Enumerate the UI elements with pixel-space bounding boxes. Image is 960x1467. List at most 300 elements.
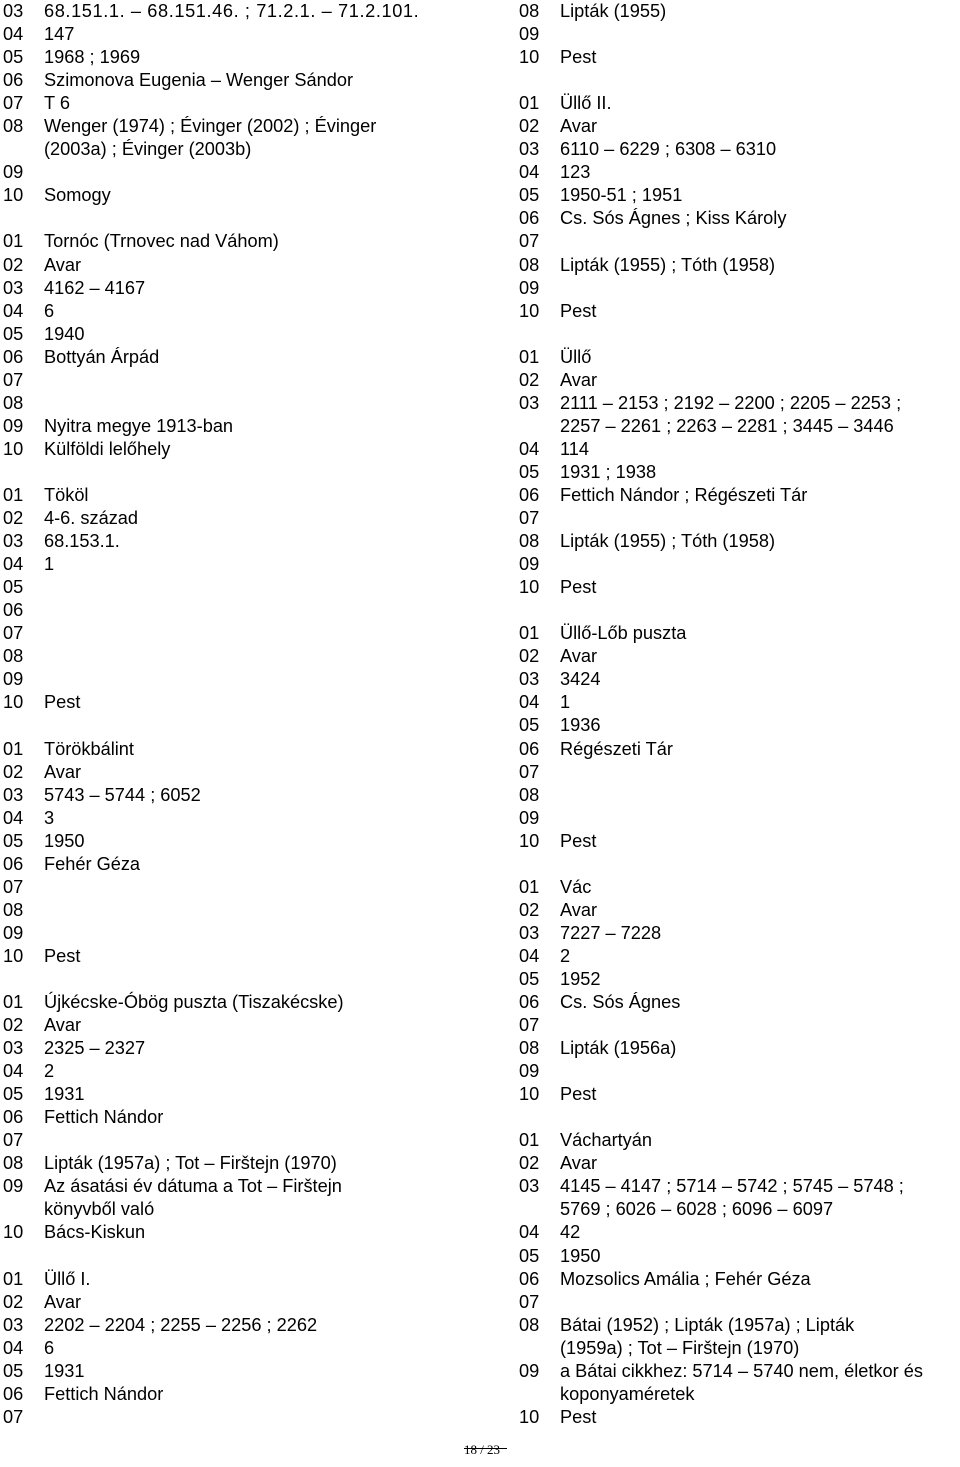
field-code: 07 [519, 508, 540, 529]
field-code: 05 [3, 577, 24, 598]
field-row [519, 23, 960, 46]
field-row [3, 899, 503, 922]
field-row [3, 1383, 503, 1406]
field-code: 07 [519, 1015, 540, 1036]
field-value: Avar [44, 254, 82, 275]
field-value: Lipták (1956a) [560, 1038, 677, 1059]
field-row [519, 945, 960, 968]
field-code: 01 [519, 93, 540, 114]
field-value: a Bátai cikkhez: 5714 – 5740 nem, életkor és koponyaméretek [560, 1360, 923, 1404]
field-row [519, 691, 960, 714]
field-code: 07 [3, 369, 24, 390]
field-row [3, 46, 503, 69]
field-row [3, 1152, 503, 1175]
field-code: 09 [3, 922, 24, 943]
field-code: 05 [3, 47, 24, 68]
field-code: 08 [3, 116, 24, 137]
field-row [519, 0, 960, 23]
field-code: 09 [3, 415, 24, 436]
field-code: 07 [3, 876, 24, 897]
field-code: 04 [519, 945, 540, 966]
field-value: Pest [560, 47, 597, 68]
field-value: 1931 [44, 1084, 85, 1105]
field-row [519, 230, 960, 253]
field-value: Üllő-Lőb puszta [560, 623, 687, 644]
field-value: Pest [560, 830, 597, 851]
field-row [519, 1175, 960, 1221]
field-code: 10 [519, 830, 540, 851]
field-code: 01 [3, 231, 24, 252]
field-row [3, 991, 503, 1014]
field-code: 09 [519, 554, 540, 575]
field-row [519, 1060, 960, 1083]
field-row [3, 1337, 503, 1360]
field-code: 06 [3, 600, 24, 621]
field-row [3, 1060, 503, 1083]
field-value: 1950 [44, 830, 85, 851]
field-code: 08 [3, 392, 24, 413]
field-code: 05 [519, 968, 540, 989]
field-code: 08 [519, 531, 540, 552]
field-value: 1 [44, 554, 55, 575]
field-row [519, 184, 960, 207]
field-code: 09 [3, 669, 24, 690]
field-code: 03 [3, 1038, 24, 1059]
field-value: Pest [44, 692, 81, 713]
field-code: 08 [519, 1038, 540, 1059]
field-value: Fettich Nándor [44, 1383, 164, 1404]
field-code: 05 [519, 715, 540, 736]
field-code: 02 [519, 646, 540, 667]
field-code: 10 [519, 300, 540, 321]
field-value: 2202 – 2204 ; 2255 – 2256 ; 2262 [44, 1314, 318, 1335]
field-code: 02 [519, 899, 540, 920]
field-row [3, 691, 503, 714]
field-code: 02 [3, 761, 24, 782]
record-separator [519, 323, 960, 346]
field-code: 04 [519, 438, 540, 459]
field-code: 07 [519, 1291, 540, 1312]
field-row [3, 553, 503, 576]
field-value: Fehér Géza [44, 853, 141, 874]
field-code: 07 [519, 231, 540, 252]
field-value: 1952 [560, 968, 601, 989]
field-value: Avar [44, 761, 82, 782]
field-code: 01 [3, 484, 24, 505]
field-value: Bács-Kiskun [44, 1222, 146, 1243]
field-value: Cs. Sós Ágnes ; Kiss Károly [560, 208, 787, 229]
field-row [3, 484, 503, 507]
field-value: 1950-51 ; 1951 [560, 185, 683, 206]
field-code: 02 [3, 254, 24, 275]
field-row [3, 300, 503, 323]
field-row [519, 645, 960, 668]
field-value: Pest [560, 1084, 597, 1105]
field-row [3, 230, 503, 253]
field-code: 02 [519, 1153, 540, 1174]
field-row [3, 853, 503, 876]
field-value: Fettich Nándor ; Régészeti Tár [560, 484, 808, 505]
field-code: 01 [519, 876, 540, 897]
field-value: 1 [560, 692, 571, 713]
record-separator [519, 853, 960, 876]
field-row [519, 784, 960, 807]
field-code: 06 [3, 1383, 24, 1404]
field-value: 2325 – 2327 [44, 1038, 146, 1059]
field-value: Avar [560, 1153, 598, 1174]
field-value: 4162 – 4167 [44, 277, 146, 298]
field-row [3, 738, 503, 761]
field-code: 09 [3, 162, 24, 183]
field-value: 2111 – 2153 ; 2192 – 2200 ; 2205 – 2253 ; 2257 – 2261 ; 2263 – 2281 ; 3445 – 3446 [560, 392, 902, 436]
field-code: 08 [519, 1, 540, 21]
field-row [3, 392, 503, 415]
field-code: 02 [3, 1015, 24, 1036]
field-value: Avar [560, 646, 598, 667]
field-value: Üllő I. [44, 1268, 91, 1289]
field-code: 09 [519, 1360, 540, 1381]
field-value: 1950 [560, 1245, 601, 1266]
field-row [3, 645, 503, 668]
field-code: 01 [519, 623, 540, 644]
field-row [519, 1360, 960, 1406]
field-row [3, 184, 503, 207]
field-code: 06 [3, 1107, 24, 1128]
field-code: 03 [519, 1176, 540, 1197]
field-value: 4-6. század [44, 508, 139, 529]
field-code: 04 [3, 24, 24, 45]
field-row [519, 507, 960, 530]
field-value: 6110 – 6229 ; 6308 – 6310 [560, 139, 777, 160]
field-row [3, 622, 503, 645]
field-code: 06 [519, 738, 540, 759]
field-code: 10 [3, 438, 24, 459]
field-row [519, 300, 960, 323]
field-row [519, 576, 960, 599]
field-value: Üllő II. [560, 93, 612, 114]
field-row [519, 553, 960, 576]
field-code: 06 [519, 484, 540, 505]
field-row [519, 438, 960, 461]
field-value: 7227 – 7228 [560, 922, 662, 943]
left-column [3, 0, 503, 1429]
record-separator [519, 599, 960, 622]
field-code: 10 [519, 1084, 540, 1105]
field-code: 03 [519, 139, 540, 160]
field-value: Pest [560, 577, 597, 598]
field-code: 04 [3, 554, 24, 575]
field-code: 07 [3, 93, 24, 114]
field-value: T 6 [44, 93, 70, 114]
field-value: Mozsolics Amália ; Fehér Géza [560, 1268, 811, 1289]
field-value: Pest [44, 945, 81, 966]
field-value: Nyitra megye 1913-ban [44, 415, 234, 436]
field-value: Újkécske-Óbög puszta (Tiszakécske) [44, 992, 344, 1013]
field-row [3, 277, 503, 300]
field-value: 4145 – 4147 ; 5714 – 5742 ; 5745 – 5748 ; 5769 ; 6026 – 6028 ; 6096 – 6097 [560, 1176, 904, 1220]
field-code: 01 [3, 992, 24, 1013]
field-value: 6 [44, 300, 55, 321]
field-code: 05 [519, 1245, 540, 1266]
field-row [3, 530, 503, 553]
field-code: 08 [519, 784, 540, 805]
field-value: 147 [44, 24, 75, 45]
field-value: Wenger (1974) ; Évinger (2002) ; Évinger (2003a) ; Évinger (2003b) [44, 116, 377, 160]
field-row [519, 369, 960, 392]
field-value: Avar [560, 116, 598, 137]
field-code: 05 [519, 461, 540, 482]
field-row [519, 899, 960, 922]
field-value: Avar [560, 899, 598, 920]
field-code: 05 [3, 1084, 24, 1105]
field-code: 02 [3, 1291, 24, 1312]
field-row [3, 115, 503, 161]
field-value: Lipták (1957a) ; Tot – Firštejn (1970) [44, 1153, 337, 1174]
field-code: 02 [519, 369, 540, 390]
field-row [519, 1083, 960, 1106]
field-row [519, 1406, 960, 1429]
field-code: 04 [519, 692, 540, 713]
field-code: 04 [3, 300, 24, 321]
right-column [519, 0, 960, 1429]
field-code: 10 [519, 1406, 540, 1427]
field-value: Bottyán Árpád [44, 346, 160, 367]
field-row [3, 1083, 503, 1106]
field-row [3, 761, 503, 784]
field-row [519, 392, 960, 438]
field-value: 1940 [44, 323, 85, 344]
field-value: Pest [560, 300, 597, 321]
field-row [519, 115, 960, 138]
field-code: 03 [3, 784, 24, 805]
field-row [519, 968, 960, 991]
field-code: 04 [519, 1222, 540, 1243]
field-row [519, 622, 960, 645]
field-code: 10 [3, 945, 24, 966]
field-code: 06 [3, 853, 24, 874]
field-code: 08 [519, 1314, 540, 1335]
field-row [519, 92, 960, 115]
field-code: 05 [3, 323, 24, 344]
field-row [519, 1245, 960, 1268]
field-code: 06 [519, 208, 540, 229]
field-value: Avar [44, 1015, 82, 1036]
field-code: 09 [519, 1061, 540, 1082]
field-value: Lipták (1955) ; Tóth (1958) [560, 531, 776, 552]
field-row [519, 1268, 960, 1291]
field-code: 07 [519, 761, 540, 782]
record-separator [519, 69, 960, 92]
field-row [519, 991, 960, 1014]
field-code: 02 [519, 116, 540, 137]
field-row [3, 1175, 503, 1221]
field-row [3, 346, 503, 369]
field-value: 1936 [560, 715, 601, 736]
field-value: Avar [44, 1291, 82, 1312]
field-code: 10 [519, 47, 540, 68]
field-row [3, 1291, 503, 1314]
field-row [519, 738, 960, 761]
field-code: 10 [519, 577, 540, 598]
field-row [3, 254, 503, 277]
field-value: 42 [560, 1222, 581, 1243]
field-code: 08 [3, 646, 24, 667]
field-row [519, 761, 960, 784]
field-value: Tornóc (Trnovec nad Váhom) [44, 231, 279, 252]
field-row [519, 922, 960, 945]
field-row [3, 507, 503, 530]
field-value: 2 [560, 945, 571, 966]
field-row [3, 876, 503, 899]
field-code: 08 [3, 899, 24, 920]
field-row [519, 161, 960, 184]
field-row [3, 1106, 503, 1129]
field-row [519, 1314, 960, 1360]
field-row [519, 277, 960, 300]
field-code: 09 [519, 24, 540, 45]
field-value: Külföldi lelőhely [44, 438, 171, 459]
field-code: 06 [3, 346, 24, 367]
field-code: 10 [3, 1222, 24, 1243]
record-separator [3, 1245, 503, 1268]
field-row [3, 161, 503, 184]
field-code: 04 [519, 162, 540, 183]
field-row [3, 415, 503, 438]
field-code: 05 [519, 185, 540, 206]
field-code: 09 [519, 277, 540, 298]
field-code: 05 [3, 830, 24, 851]
field-row [3, 830, 503, 853]
field-row [519, 1014, 960, 1037]
field-row [519, 668, 960, 691]
field-value: 123 [560, 162, 591, 183]
field-value: Avar [560, 369, 598, 390]
field-row [519, 807, 960, 830]
record-separator [3, 207, 503, 230]
field-code: 03 [519, 392, 540, 413]
field-row [519, 1152, 960, 1175]
field-row [3, 1314, 503, 1337]
field-code: 03 [3, 1, 24, 21]
field-code: 03 [3, 1314, 24, 1335]
field-code: 03 [3, 531, 24, 552]
field-row [519, 530, 960, 553]
field-row [3, 369, 503, 392]
field-value: 5743 – 5744 ; 6052 [44, 784, 201, 805]
field-row [519, 1129, 960, 1152]
field-row [3, 92, 503, 115]
field-value: Lipták (1955) [560, 1, 667, 21]
field-value: Cs. Sós Ágnes [560, 992, 681, 1013]
record-separator [3, 968, 503, 991]
field-row [3, 69, 503, 92]
field-value: Fettich Nándor [44, 1107, 164, 1128]
field-code: 10 [3, 692, 24, 713]
field-row [3, 784, 503, 807]
field-row [3, 1406, 503, 1429]
page-number: 18 / 23 [463, 1442, 501, 1457]
field-code: 08 [3, 1153, 24, 1174]
field-value: Törökbálint [44, 738, 134, 759]
field-row [3, 807, 503, 830]
field-row [3, 1221, 503, 1244]
field-code: 09 [3, 1176, 24, 1197]
field-value: Szimonova Eugenia – Wenger Sándor [44, 70, 354, 91]
field-code: 07 [3, 623, 24, 644]
field-row [3, 438, 503, 461]
field-code: 02 [3, 508, 24, 529]
field-value: Somogy [44, 185, 111, 206]
field-code: 09 [519, 807, 540, 828]
field-row [519, 138, 960, 161]
field-value: Régészeti Tár [560, 738, 673, 759]
field-code: 01 [3, 738, 24, 759]
field-value: 1931 [44, 1360, 85, 1381]
field-value: Vác [560, 876, 592, 897]
field-value: 6 [44, 1337, 55, 1358]
field-value: 3424 [560, 669, 601, 690]
field-value: 1931 ; 1938 [560, 461, 657, 482]
field-row [519, 207, 960, 230]
field-code: 03 [3, 277, 24, 298]
field-row [3, 599, 503, 622]
field-row [519, 46, 960, 69]
field-row [519, 254, 960, 277]
record-separator [519, 1106, 960, 1129]
field-row [519, 484, 960, 507]
field-value: Bátai (1952) ; Lipták (1957a) ; Lipták (1959a) ; Tot – Firštejn (1970) [560, 1314, 855, 1358]
field-value: 3 [44, 807, 55, 828]
field-row [519, 714, 960, 737]
field-code: 04 [3, 1337, 24, 1358]
field-row [519, 346, 960, 369]
field-code: 06 [519, 1268, 540, 1289]
field-code: 01 [3, 1268, 24, 1289]
field-row [519, 876, 960, 899]
field-row [3, 668, 503, 691]
field-value: 68.153.1. [44, 531, 120, 552]
field-row [3, 323, 503, 346]
field-row [3, 945, 503, 968]
field-row [519, 461, 960, 484]
field-row [3, 0, 503, 23]
field-code: 10 [3, 185, 24, 206]
field-value: Az ásatási év dátuma a Tot – Firštejn könyvből való [44, 1176, 342, 1220]
field-code: 01 [519, 1130, 540, 1151]
field-code: 06 [519, 992, 540, 1013]
field-value: Váchartyán [560, 1130, 653, 1151]
field-row [3, 922, 503, 945]
field-code: 08 [519, 254, 540, 275]
field-code: 07 [3, 1130, 24, 1151]
record-separator [3, 714, 503, 737]
field-code: 04 [3, 807, 24, 828]
field-code: 01 [519, 346, 540, 367]
field-code: 06 [3, 70, 24, 91]
field-code: 03 [519, 922, 540, 943]
field-value: 114 [560, 438, 589, 459]
field-row [519, 1037, 960, 1060]
field-row [3, 576, 503, 599]
record-separator [3, 461, 503, 484]
field-value: Üllő [560, 346, 592, 367]
field-value: 68.151.1. – 68.151.46. ; 71.2.1. – 71.2.101. [44, 1, 420, 21]
field-value: Tököl [44, 484, 89, 505]
field-code: 07 [3, 1406, 24, 1427]
field-value: 2 [44, 1061, 55, 1082]
field-value: Lipták (1955) ; Tóth (1958) [560, 254, 776, 275]
field-row [519, 830, 960, 853]
